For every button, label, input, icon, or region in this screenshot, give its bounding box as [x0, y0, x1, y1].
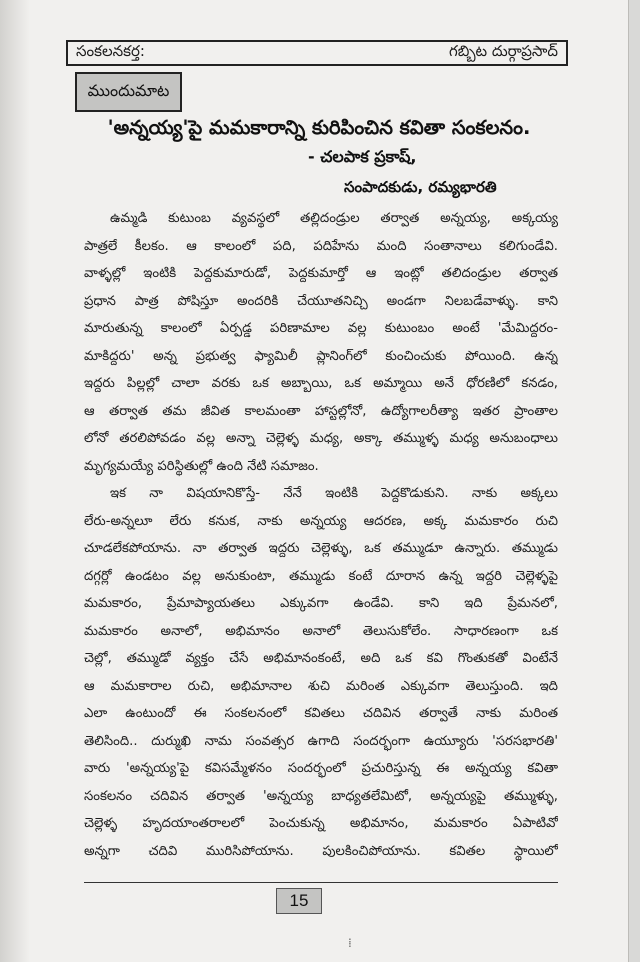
byline-name: - చలపాక ప్రకాష్,	[308, 147, 417, 166]
text-line: అన్నగా చదివి మురిసిపోయాను. పులకించిపోయాను. కవితల స్థాయిలో	[84, 843, 558, 859]
section-label: ముందుమాట	[75, 72, 182, 112]
text-line: సంకలనం చదివిన తర్వాత 'అన్నయ్య బాధ్యతలేమిటో, అన్నయ్యపై తమ్ముళ్ళు,	[84, 788, 558, 804]
text-line: ఆ తర్వాత తమ జీవిత కాలమంతా హాస్టల్లోనో, ఉద్యోగాలరీత్యా ఇతర ప్రాంతాల	[84, 403, 558, 419]
text-line: ఇద్దరు పిల్లల్లో చాలా వరకు ఒక అబ్బాయి, ఒక అమ్మాయి అనే ధోరణిలో కనడం,	[84, 376, 558, 391]
text-line: మాకిద్దరు' అన్న ప్రభుత్వ ఫ్యామిలీ ప్లానింగ్‌లో కుంచించుకు పోయింది. ఉన్న	[84, 348, 558, 364]
text-line: తెలిసింది.. దుర్ముఖి నామ సంవత్సర ఉగాది సందర్భంగా ఉయ్యూరు 'సరసభారతి'	[84, 733, 558, 749]
text-line: లేరు-అన్నలూ లేరు కనుక, నాకు అన్నయ్య ఆదరణ, అక్క మమకారం రుచి	[84, 513, 558, 529]
paragraph	[84, 205, 558, 480]
text-line: ప్రధాన పాత్ర పోషిస్తూ అందరికి చేయూతనిచ్చి అండగా నిలబడేవాళ్ళు. కాని	[84, 293, 558, 309]
article-title: 'అన్నయ్య'పై మమకారాన్ని కురిపించిన కవితా సంకలనం.	[107, 116, 531, 139]
paragraph	[84, 480, 558, 865]
text-line: చెల్లెళ్ళ హృదయాంతరాలలో పెంచుకున్న అభిమానం, మమకారం ఏపాటివో	[84, 816, 558, 831]
running-header	[66, 40, 568, 66]
text-line: చూడలేకపోయాను. నా తర్వాత ఇద్దరు చెల్లెళ్ళు, ఒక తమ్ముడూ ఉన్నారు. తమ్ముడు	[84, 541, 558, 556]
byline-role: సంపాదకుడు, రమ్యభారతి	[344, 178, 497, 196]
text-line: లోనో తరలిపోవడం వల్ల అన్నా చెల్లెళ్ళ మధ్య, అక్కా తమ్ముళ్ళ మధ్య అనుబంధాలు	[84, 431, 558, 446]
text-line: వారు 'అన్నయ్య'పై కవిసమ్మేళనం సందర్భంలో ప్రచురిస్తున్న ఈ అన్నయ్య కవితా	[84, 761, 558, 776]
text-line: మమకారం, ప్రేమాప్యాయతలు ఎక్కువగా ఉండేవి. కాని ఇది ప్రేమనలో,	[84, 596, 558, 611]
text-line: మమకారం అనాలో, అభిమానం అనాలో తెలుసుకోలేం. సాధారణంగా ఒక	[84, 623, 558, 639]
text-line: ఉమ్మడి కుటుంబ వ్యవస్థలో తల్లిదండ్రుల తర్వాత అన్నయ్య, అక్కయ్య	[110, 211, 558, 226]
text-line: వాళ్ళల్లో ఇంటికి పెద్దకుమారుడో, పెద్దకుమార్తో ఆ ఇంట్లో తలిదండ్రుల తర్వాత	[84, 266, 558, 281]
text-line: ఎలా ఉంటుందో ఈ సంకలనంలో కవితలు చదివిన తర్వాతే నాకు మరింత	[84, 706, 558, 721]
text-line: ఇక నా విషయానికొస్తే- నేనే ఇంటికి పెద్దకొడుకుని. నాకు అక్కలు	[110, 486, 558, 501]
text-line: మారుతున్న కాలంలో ఏర్పడ్డ పరిణామాల వల్ల కుటుంబం అంటే 'మేమిద్దరం-	[84, 321, 558, 336]
body-text	[84, 205, 558, 885]
text-line: ఆ మమకారాల రుచి, అభిమానాల శుచి మరింత ఎక్కువగా తెలుస్తుంది. ఇది	[84, 678, 558, 694]
text-line: మృగ్యమయ్యే పరిస్థితుల్లో ఉంది నేటి సమాజం.	[84, 458, 319, 474]
page-number: 15	[276, 888, 322, 914]
text-line: చెల్లో, తమ్ముడో వ్యక్తం చేసే అభిమానంకంటే, అది ఒక కవి గొంతుకతో వింటేనే	[84, 651, 558, 666]
bottom-rule	[84, 882, 558, 883]
header-author-name: గబ్బిట దుర్గాప్రసాద్	[449, 42, 558, 60]
ink-mark: ⁞	[348, 936, 352, 950]
spine-shadow	[0, 0, 30, 962]
text-line: దగ్గర్లో ఉండటం వల్ల అనుకుంటా, తమ్ముడు కంటే దూరాన ఉన్న ఇద్దరి చెల్లెళ్ళపై	[84, 568, 558, 584]
header-compiler-label: సంకలనకర్త:	[76, 42, 145, 60]
text-line: పాత్రలే కీలకం. ఆ కాలంలో పది, పదిహేను మంది సంతానాలు కలిగుండేవి.	[84, 238, 558, 254]
